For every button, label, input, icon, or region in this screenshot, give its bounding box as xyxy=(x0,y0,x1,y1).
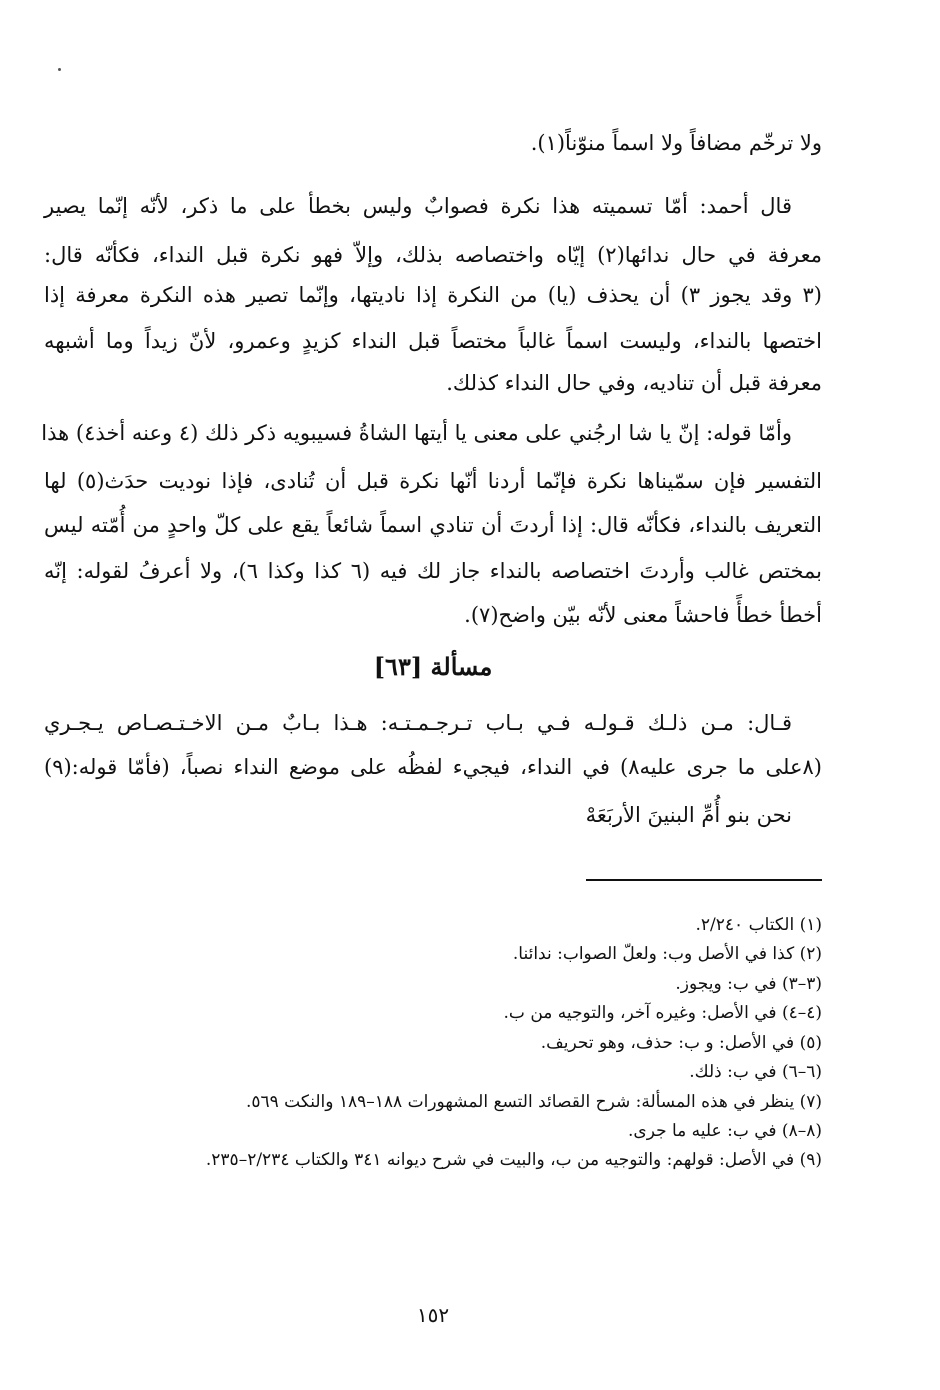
footnote-8: (٨–٨) في ب: عليه ما جرى. xyxy=(627,1121,822,1141)
section-line-2: (٨على ما جرى عليه٨) في النداء، فيجيء لفظُه على موضع النداء نصباً، (فأمّا قوله:(٩) xyxy=(44,755,822,779)
page-number: ١٥٢ xyxy=(416,1303,450,1327)
body-line-11: أخطأ خطأً فاحشاً معنى لأنّه بيّن واضح(٧). xyxy=(464,603,822,627)
body-line-7: وأمّا قوله: إنّ يا شا ارجُني على معنى يا أيتها الشاةُ فسيبويه ذكر ذلك (٤ وعنه أخذ٤) هذا xyxy=(41,421,792,445)
footnote-1: (١) الكتاب ٢/٢٤٠. xyxy=(695,915,822,935)
body-line-9: التعريف بالنداء، فكأنّه قال: إذا أردتَ أن تنادي اسماً شائعاً يقع على كلّ واحدٍ من أُمّته ليس xyxy=(44,513,822,537)
section-heading: مسألة [٦٣] xyxy=(373,652,493,681)
body-line-3: معرفة في حال ندائها(٢) إيّاه واختصاصه بذلك، وإلاّ فهو نكرة قبل النداء، فكأنّه قال: xyxy=(44,243,822,267)
scan-speck xyxy=(58,68,61,71)
section-line-1: قـال: مـن ذلـك قـولـه فـي بـاب تـرجـمـتـه: هـذا بـابٌ مـن الاخـتـصـاص يـجـري xyxy=(44,711,792,735)
body-line-2: قال أحمد: أمّا تسميته هذا نكرة فصوابٌ وليس بخطأ على ما ذكر، لأنّه إنّما يصير xyxy=(44,194,792,218)
footnote-9: (٩) في الأصل: قولهم: والتوجيه من ب، والبيت في شرح ديوانه ٣٤١ والكتاب ٢/٢٣٤–٢٣٥. xyxy=(205,1150,822,1170)
verse-line: نحن بنو أُمِّ البنينَ الأربَعَهْ xyxy=(585,803,792,827)
book-page xyxy=(41,0,822,1390)
body-line-4: (٣ وقد يجوز ٣) أن يحذف (يا) من النكرة إذا ناديتها، وإنّما تصير هذه النكرة معرفة إذا xyxy=(44,283,822,307)
body-line-1: ولا ترخّم مضافاً ولا اسماً منوّناً(١). xyxy=(530,131,822,155)
footnote-4: (٤–٤) في الأصل: وغيره آخر، والتوجيه من ب. xyxy=(503,1003,822,1023)
footnote-5: (٥) في الأصل: و ب: حذف، وهو تحريف. xyxy=(540,1033,822,1053)
footnote-separator xyxy=(586,879,822,881)
footnote-2: (٢) كذا في الأصل وب: ولعلّ الصواب: ندائنا. xyxy=(512,944,822,964)
footnote-3: (٣–٣) في ب: ويجوز. xyxy=(675,974,822,994)
body-line-8: التفسير فإن سمّيناها نكرة فإنّما أردنا أنّها نكرة قبل أن تُنادى، فإذا نوديت حدَث(٥) لها xyxy=(44,469,822,493)
body-line-10: بمختص غالب وأردتَ اختصاصه بالنداء جاز لك فيه (٦ كذا وكذا ٦)، ولا أعرفُ لقوله: إنّه xyxy=(44,559,822,583)
footnote-6: (٦–٦) في ب: ذلك. xyxy=(689,1062,822,1082)
body-line-6: معرفة قبل أن تناديه، وفي حال النداء كذلك. xyxy=(446,371,822,395)
footnote-7: (٧) ينظر في هذه المسألة: شرح القصائد التسع المشهورات ١٨٨–١٨٩ والنكت ٥٦٩. xyxy=(245,1092,822,1112)
body-line-5: اختصها بالنداء، وليست اسماً غالباً مختصاً قبل النداء كزيدٍ وعمرو، لأنّ زيداً وما أشبهه xyxy=(44,329,822,353)
